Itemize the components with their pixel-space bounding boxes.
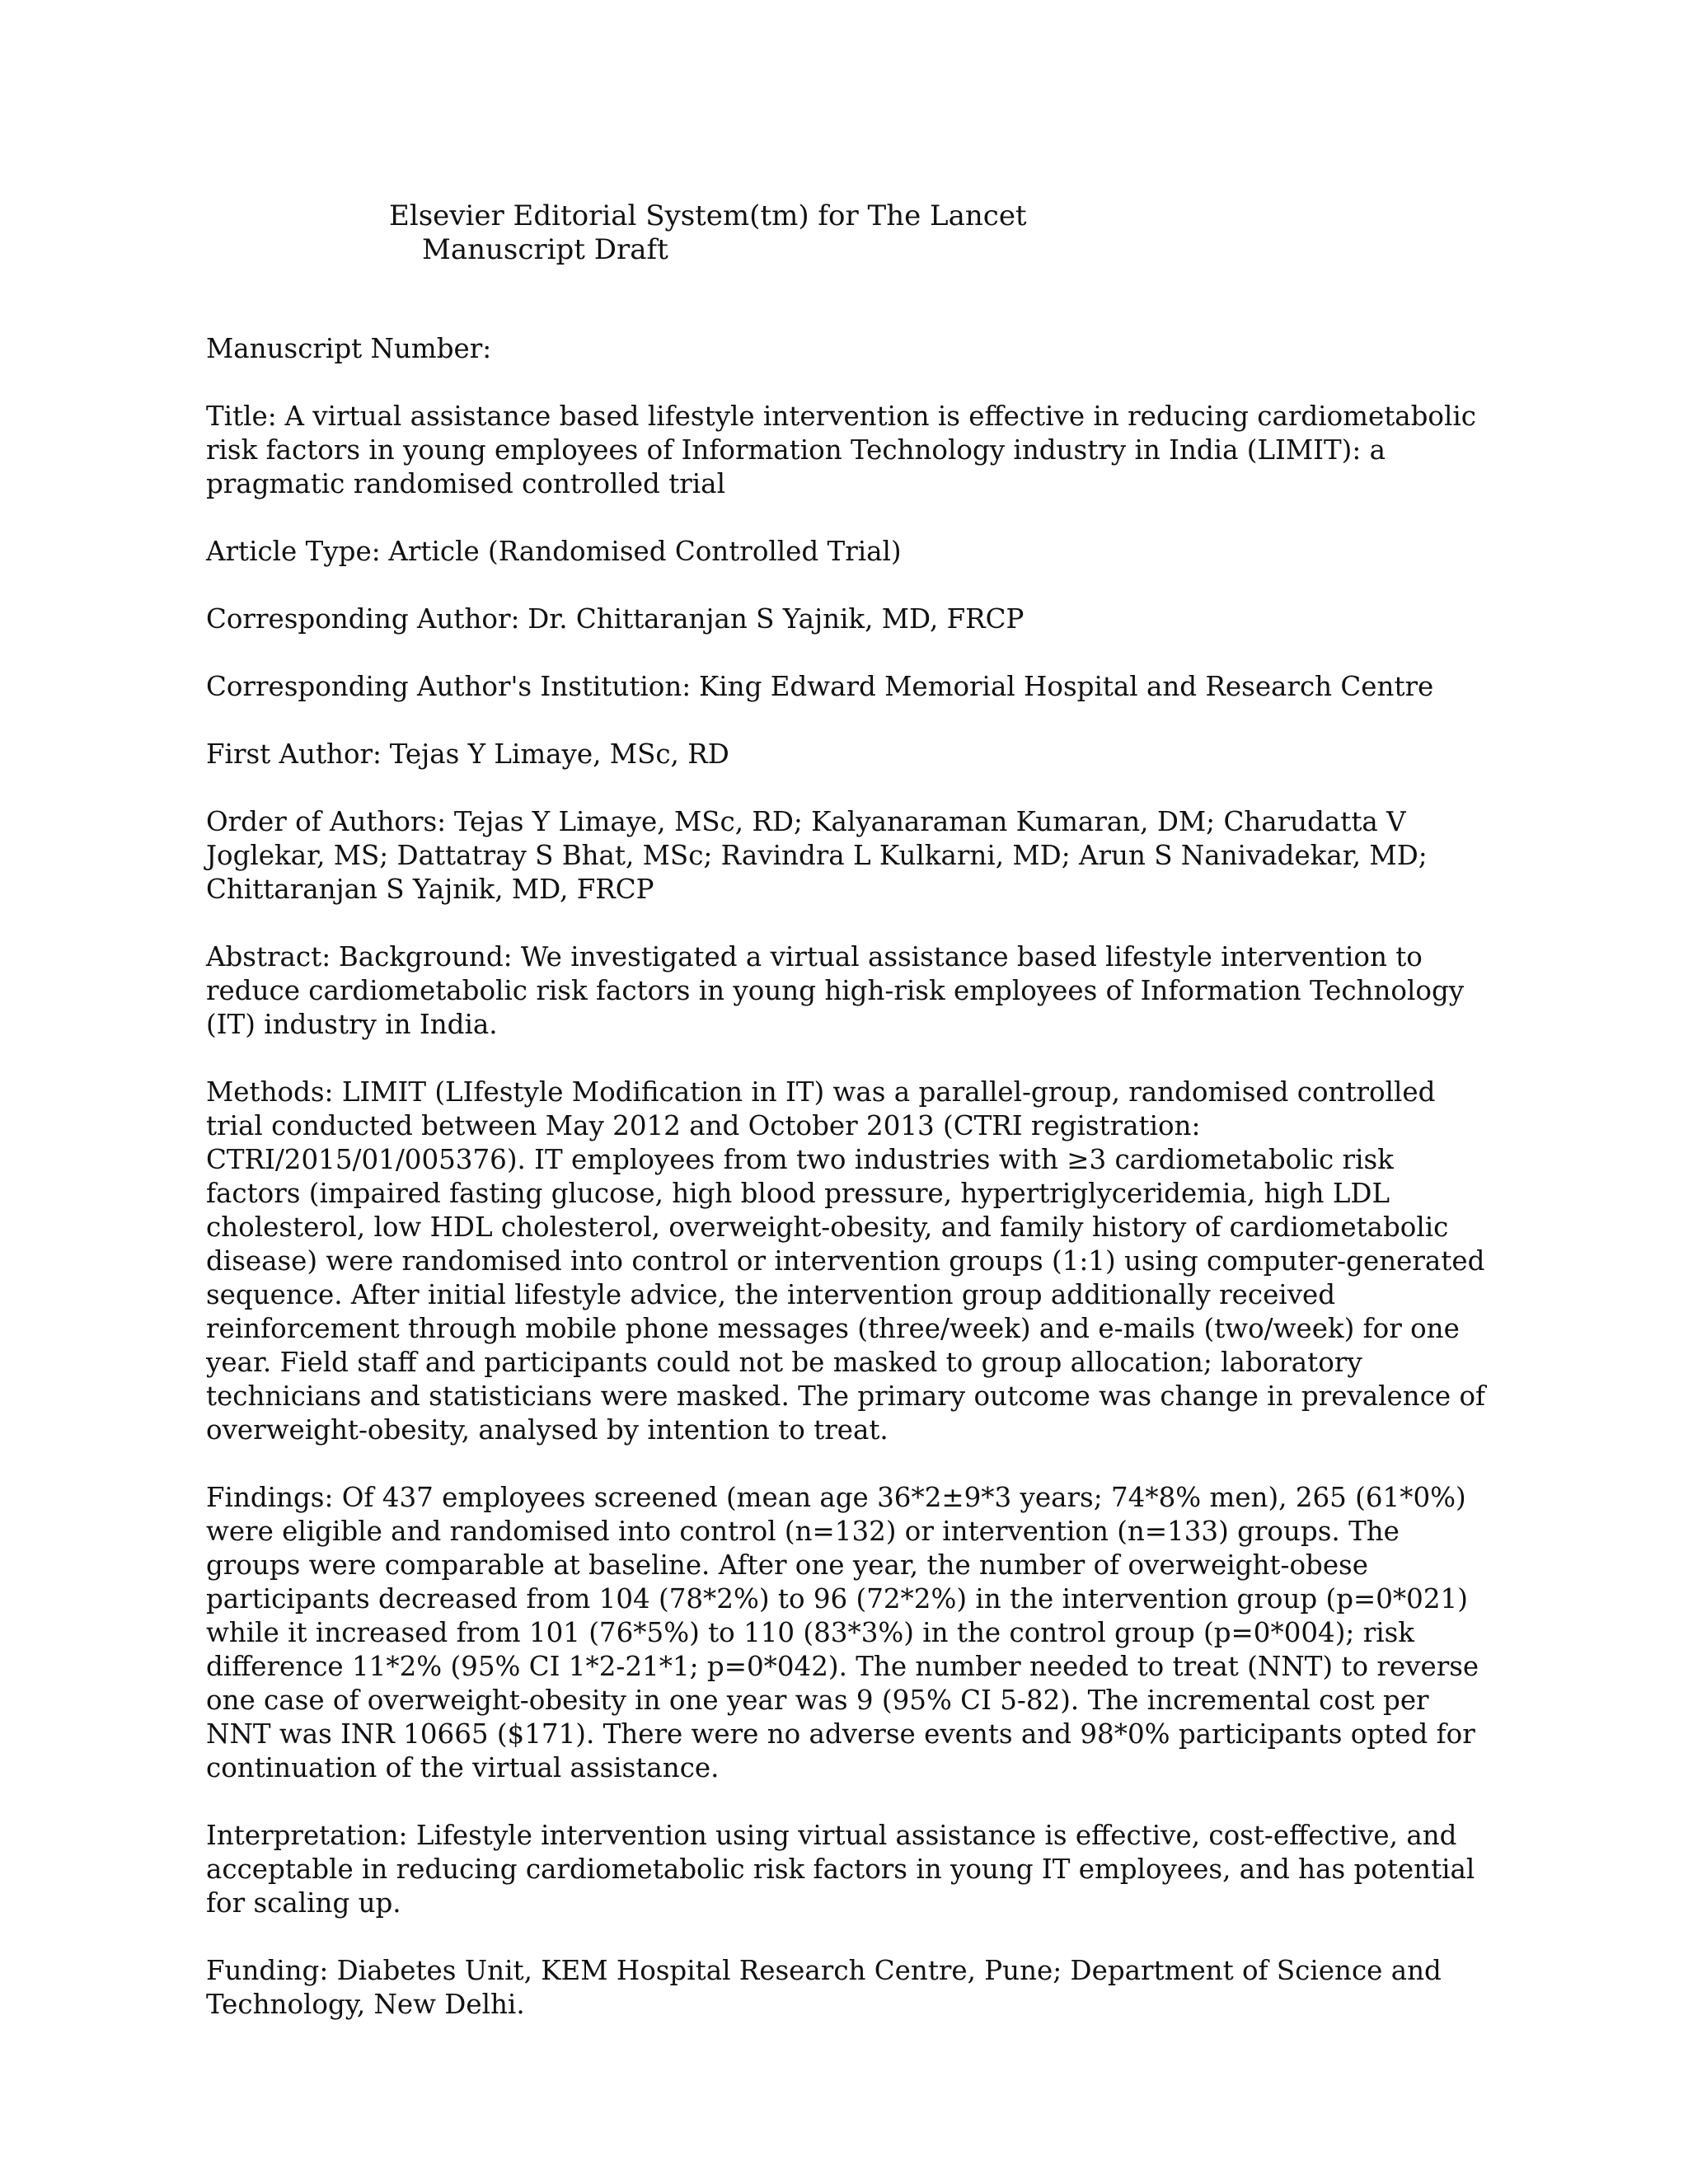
- manuscript-details: [206, 332, 1492, 2055]
- institution-field: [206, 670, 1492, 704]
- abstract-background-field: [206, 940, 1492, 1042]
- institution-value: King Edward Memorial Hospital and Research Centre: [698, 671, 1434, 702]
- abstract-findings-text: Findings: Of 437 employees screened (mean age 36*2±9*3 years; 74*8% men), 265 (61*0%) were eligible and randomised into control (n=132) or intervention (n=133) groups. The groups were comparable at baseline. After one year, the number of overweight-obese participants decreased from 104 (78*2%) to 96 (72*2%) in the intervention group (p=0*021) while it increased from 101 (76*5%) to 110 (83*3%) in the control group (p=0*004); risk difference 11*2% (95% CI 1*2-21*1; p=0*042). The number needed to treat (NNT) to reverse one case of overweight-obesity in one year was 9 (95% CI 5-82). The incremental cost per NNT was INR 10665 ($171). There were no adverse events and 98*0% participants opted for continuation of the virtual assistance.: [206, 1482, 1479, 1783]
- manuscript-number-label: Manuscript Number:: [206, 333, 492, 364]
- abstract-funding-paragraph: [206, 1954, 1492, 2022]
- order-of-authors-value: Tejas Y Limaye, MSc, RD; Kalyanaraman Kumaran, DM; Charudatta V Joglekar, MS; Dattatray S Bhat, MSc; Ravindra L Kulkarni, MD; Arun S Nanivadekar, MD; Chittaranjan S Yajnik, MD, FRCP: [206, 806, 1428, 905]
- abstract-label: Abstract:: [206, 941, 331, 972]
- editorial-system-title: Elsevier Editorial System(tm) for The Lancet: [389, 199, 1027, 232]
- title-label: Title:: [206, 401, 277, 432]
- title-value: A virtual assistance based lifestyle intervention is effective in reducing cardiometabolic risk factors in young employees of Information Technology industry in India (LIMIT): a pragmatic randomised controlled trial: [206, 401, 1476, 499]
- title-field: [206, 400, 1492, 501]
- institution-label: Corresponding Author's Institution:: [206, 671, 692, 702]
- order-of-authors-field: [206, 805, 1492, 907]
- article-type-value: Article (Randomised Controlled Trial): [388, 536, 902, 567]
- article-type-field: [206, 535, 1492, 569]
- first-author-label: First Author:: [206, 738, 382, 770]
- article-type-label: Article Type:: [206, 536, 381, 567]
- abstract-funding-text: Funding: Diabetes Unit, KEM Hospital Research Centre, Pune; Department of Science and Technology, New Delhi.: [206, 1955, 1442, 2020]
- corresponding-author-field: [206, 602, 1492, 636]
- abstract-methods-paragraph: [206, 1076, 1492, 1447]
- order-of-authors-label: Order of Authors:: [206, 806, 447, 837]
- corresponding-author-value: Dr. Chittaranjan S Yajnik, MD, FRCP: [528, 603, 1025, 635]
- abstract-findings-paragraph: [206, 1481, 1492, 1785]
- abstract-background-text: Background: We investigated a virtual assistance based lifestyle intervention to reduce cardiometabolic risk factors in young high-risk employees of Information Technology (IT) industry in India.: [206, 941, 1465, 1040]
- abstract-interpretation-text: Interpretation: Lifestyle intervention using virtual assistance is effective, cost-effective, and acceptable in reducing cardiometabolic risk factors in young IT employees, and has potential for scaling up.: [206, 1820, 1475, 1919]
- document-header: [389, 199, 1027, 267]
- manuscript-number-field: [206, 332, 1492, 366]
- manuscript-draft-label: Manuscript Draft: [422, 233, 668, 266]
- abstract-methods-text: Methods: LIMIT (LIfestyle Modification in IT) was a parallel-group, randomised controlled trial conducted between May 2012 and October 2013 (CTRI registration: CTRI/2015/01/005376). IT employees from two industries with ≥3 cardiometabolic risk factors (impaired fasting glucose, high blood pressure, hypertriglyceridemia, high LDL cholesterol, low HDL cholesterol, overweight-obesity, and family history of cardiometabolic disease) were randomised into control or intervention groups (1:1) using computer-generated sequence. After initial lifestyle advice, the intervention group additionally received reinforcement through mobile phone messages (three/week) and e-mails (two/week) for one year. Field staff and participants could not be masked to group allocation; laboratory technicians and statisticians were masked. The primary outcome was change in prevalence of overweight-obesity, analysed by intention to treat.: [206, 1076, 1486, 1446]
- corresponding-author-label: Corresponding Author:: [206, 603, 520, 635]
- first-author-value: Tejas Y Limaye, MSc, RD: [389, 738, 729, 770]
- abstract-interpretation-paragraph: [206, 1819, 1492, 1920]
- first-author-field: [206, 738, 1492, 771]
